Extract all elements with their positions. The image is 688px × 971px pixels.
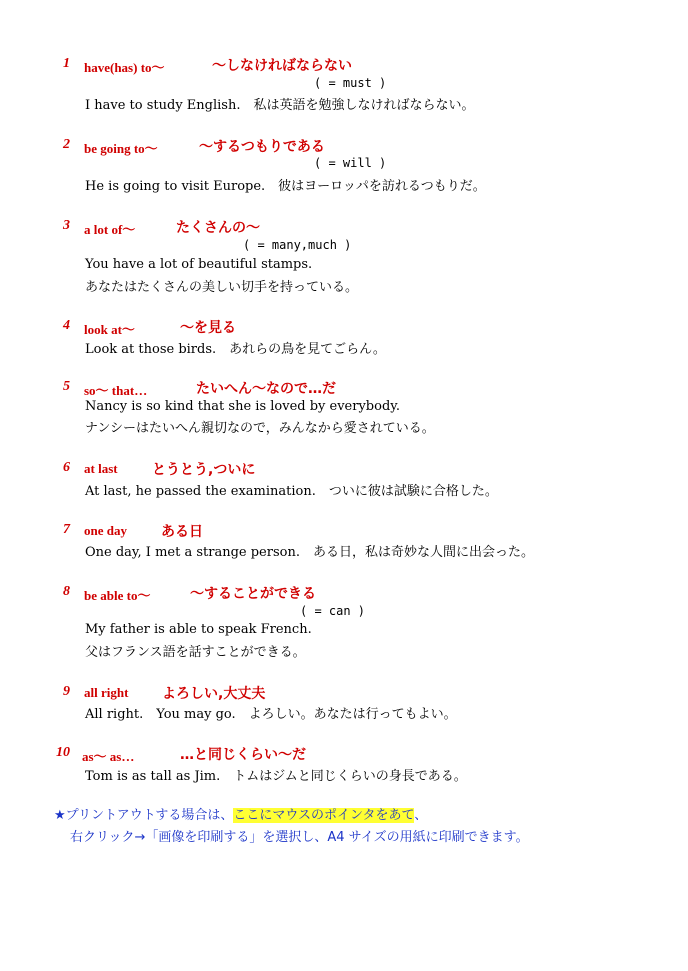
entry-number: 8	[63, 584, 70, 599]
entry-example: He is going to visit Europe. 彼はヨーロッパを訪れるつもりだ。	[85, 179, 486, 194]
entry-meaning: たいへん～なので…だ	[196, 381, 336, 397]
entry-meaning: ある日	[161, 524, 203, 540]
entry-example: Look at those birds. あれらの鳥を見てごらん。	[85, 342, 386, 357]
entry-phrase: at last	[84, 461, 118, 476]
entry-synonym: ( = can )	[300, 604, 366, 618]
entry-number: 3	[63, 218, 70, 233]
entry-number: 5	[63, 379, 70, 394]
entry-example: Nancy is so kind that she is loved by everybody.	[85, 399, 401, 414]
entry-example: All right. You may go. よろしい。あなたは行ってもよい。	[85, 707, 457, 722]
print-note-line-1	[54, 804, 427, 823]
entry-meaning: ～を見る	[180, 320, 236, 336]
entry-number: 10	[56, 745, 70, 760]
entry-phrase: so～ that…	[84, 383, 148, 398]
entry-number: 7	[63, 522, 70, 537]
entry-number: 6	[63, 460, 70, 475]
entry-example-translation: ナンシーはたいへん親切なので，みんなから愛されている。	[85, 421, 435, 436]
entry-phrase: as～ as…	[82, 749, 135, 764]
entry-example-translation: あなたはたくさんの美しい切手を持っている。	[85, 280, 359, 295]
entry-example: My father is able to speak French.	[85, 622, 312, 637]
print-note-prefix: プリントアウトする場合は、	[65, 808, 234, 823]
entry-phrase: a lot of～	[84, 222, 136, 237]
entry-meaning: とうとう,ついに	[152, 462, 256, 478]
entry-meaning: ～することができる	[190, 586, 316, 602]
entry-phrase: be going to～	[84, 141, 158, 156]
entry-example-translation: 父はフランス語を話すことができる。	[85, 645, 306, 660]
star-icon: ★	[54, 808, 66, 823]
entry-example: Tom is as tall as Jim. トムはジムと同じくらいの身長である。	[85, 769, 467, 784]
entry-meaning: ～しなければならない	[212, 58, 352, 74]
entry-synonym: ( = many,much )	[243, 238, 352, 252]
print-note-suffix: 、	[414, 808, 428, 823]
entry-number: 2	[63, 137, 70, 152]
entry-synonym: ( = will )	[314, 156, 387, 170]
entry-meaning: ～するつもりである	[199, 139, 325, 155]
entry-synonym: ( = must )	[314, 76, 387, 90]
entry-phrase: all right	[84, 685, 129, 700]
print-note-line-2: 右クリック→「画像を印刷する」を選択し、A4 サイズの用紙に印刷できます。	[70, 830, 529, 845]
entry-meaning: たくさんの～	[176, 220, 260, 236]
entry-number: 1	[63, 56, 70, 71]
entry-example: One day, I met a strange person. ある日，私は奇妙な人間に出会った。	[85, 545, 534, 560]
entry-number: 9	[63, 684, 70, 699]
entry-phrase: look at～	[84, 322, 135, 337]
entry-example: At last, he passed the examination. ついに彼は試験に合格した。	[85, 484, 498, 499]
entry-example: You have a lot of beautiful stamps.	[85, 257, 313, 272]
entry-phrase: one day	[84, 523, 127, 538]
entry-phrase: be able to～	[84, 588, 151, 603]
entry-meaning: …と同じくらい～だ	[180, 747, 306, 763]
pointer-here-highlight[interactable]: ここにマウスのポインタをあて	[233, 808, 415, 823]
entry-number: 4	[63, 318, 70, 333]
entry-meaning: よろしい,大丈夫	[162, 686, 266, 702]
entry-example: I have to study English. 私は英語を勉強しなければならない。	[85, 98, 475, 113]
entry-phrase: have(has) to～	[84, 60, 165, 75]
